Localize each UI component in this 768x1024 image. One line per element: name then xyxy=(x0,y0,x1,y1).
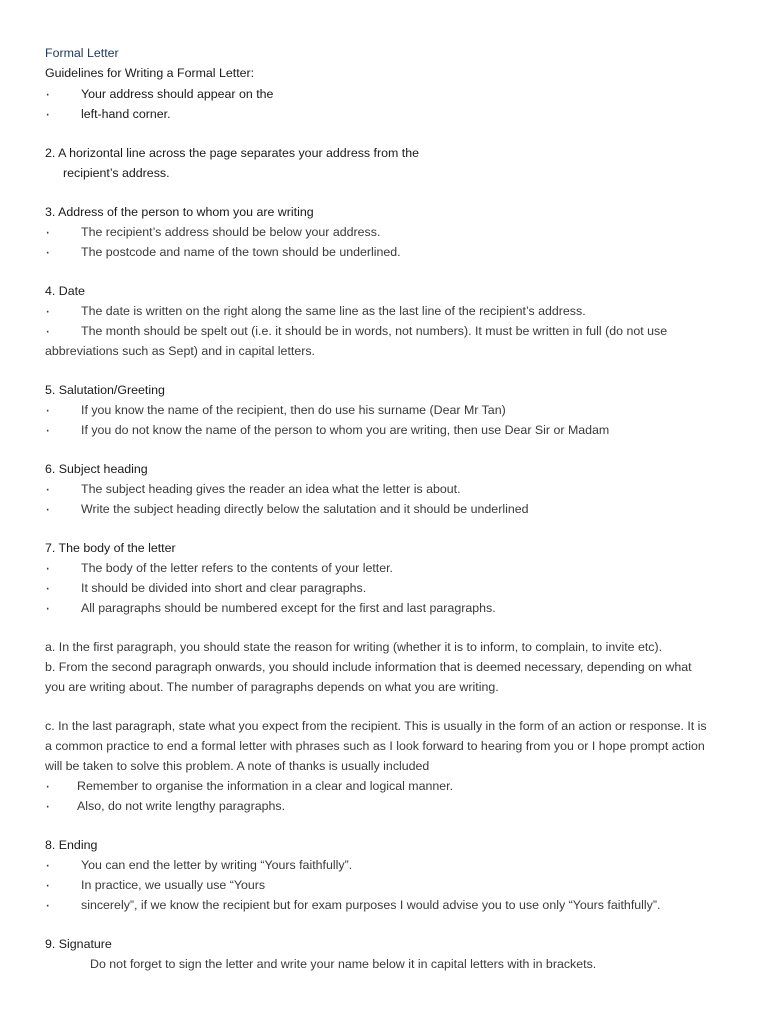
paragraph-a: a. In the first paragraph, you should state the reason for writing (whether it is to inform, to complain, to invite etc). xyxy=(45,640,663,654)
bullet-icon: · xyxy=(45,244,51,261)
list-item: The postcode and name of the town should be underlined. xyxy=(81,245,401,259)
list-item: You can end the letter by writing “Yours faithfully”. xyxy=(81,858,353,872)
section-heading: 9. Signature xyxy=(45,937,112,951)
bullet-icon: · xyxy=(45,897,51,914)
bullet-icon: · xyxy=(45,224,51,241)
bullet-icon: · xyxy=(45,857,51,874)
list-item: Your address should appear on the xyxy=(81,87,274,101)
paragraph-c-line: will be taken to solve this problem. A note of thanks is usually included xyxy=(45,759,430,773)
paragraph-c-line: c. In the last paragraph, state what you expect from the recipient. This is usually in the form of an action or response. It is xyxy=(45,719,707,733)
bullet-icon: · xyxy=(45,501,51,518)
bullet-icon: · xyxy=(45,580,51,597)
list-item: The month should be spelt out (i.e. it should be in words, not numbers). It must be written in full (do not use xyxy=(81,324,668,338)
section-heading: 6. Subject heading xyxy=(45,462,148,476)
bullet-icon: · xyxy=(45,798,51,815)
bullet-icon: · xyxy=(45,877,51,894)
paragraph-b-line: you are writing about. The number of paragraphs depends on what you are writing. xyxy=(45,680,499,694)
section-heading: 7. The body of the letter xyxy=(45,541,176,555)
list-item: The date is written on the right along the same line as the last line of the recipient’s address. xyxy=(81,304,586,318)
section-continuation: recipient’s address. xyxy=(63,166,170,180)
list-item: sincerely”, if we know the recipient but for exam purposes I would advise you to use only “Yours faithfully”. xyxy=(81,898,661,912)
list-item: The subject heading gives the reader an idea what the letter is about. xyxy=(81,482,461,496)
bullet-icon: · xyxy=(45,560,51,577)
bullet-icon: · xyxy=(45,481,51,498)
list-item: Also, do not write lengthy paragraphs. xyxy=(77,799,286,813)
list-item: In practice, we usually use “Yours xyxy=(81,878,266,892)
document-subtitle: Guidelines for Writing a Formal Letter: xyxy=(45,66,255,80)
paragraph-c-line: a common practice to end a formal letter with phrases such as I look forward to hearing from you or I hope prompt action xyxy=(45,739,705,753)
section-heading: 4. Date xyxy=(45,284,85,298)
list-item: The recipient’s address should be below your address. xyxy=(81,225,381,239)
section-heading: 8. Ending xyxy=(45,838,98,852)
list-item: left-hand corner. xyxy=(81,107,171,121)
section-heading: 3. Address of the person to whom you are writing xyxy=(45,205,314,219)
section-heading: 2. A horizontal line across the page separates your address from the xyxy=(45,146,419,160)
bullet-icon: · xyxy=(45,778,51,795)
bullet-icon: · xyxy=(45,86,51,103)
list-item: The body of the letter refers to the contents of your letter. xyxy=(81,561,394,575)
list-item: If you know the name of the recipient, then do use his surname (Dear Mr Tan) xyxy=(81,403,506,417)
bullet-icon: · xyxy=(45,422,51,439)
section-heading: 5. Salutation/Greeting xyxy=(45,383,165,397)
document-title: Formal Letter xyxy=(45,46,119,60)
bullet-icon: · xyxy=(45,303,51,320)
section-text: Do not forget to sign the letter and write your name below it in capital letters with in brackets. xyxy=(90,957,597,971)
paragraph-b-line: b. From the second paragraph onwards, you should include information that is deemed necessary, depending on what xyxy=(45,660,692,674)
list-item: Write the subject heading directly below the salutation and it should be underlined xyxy=(81,502,529,516)
bullet-icon: · xyxy=(45,402,51,419)
list-item: All paragraphs should be numbered except for the first and last paragraphs. xyxy=(81,601,496,615)
bullet-icon: · xyxy=(45,323,51,340)
list-item: Remember to organise the information in a clear and logical manner. xyxy=(77,779,454,793)
bullet-icon: · xyxy=(45,600,51,617)
list-item: It should be divided into short and clear paragraphs. xyxy=(81,581,367,595)
bullet-icon: · xyxy=(45,106,51,123)
list-item: If you do not know the name of the person to whom you are writing, then use Dear Sir or Madam xyxy=(81,423,610,437)
list-item-wrap: abbreviations such as Sept) and in capital letters. xyxy=(45,344,315,358)
